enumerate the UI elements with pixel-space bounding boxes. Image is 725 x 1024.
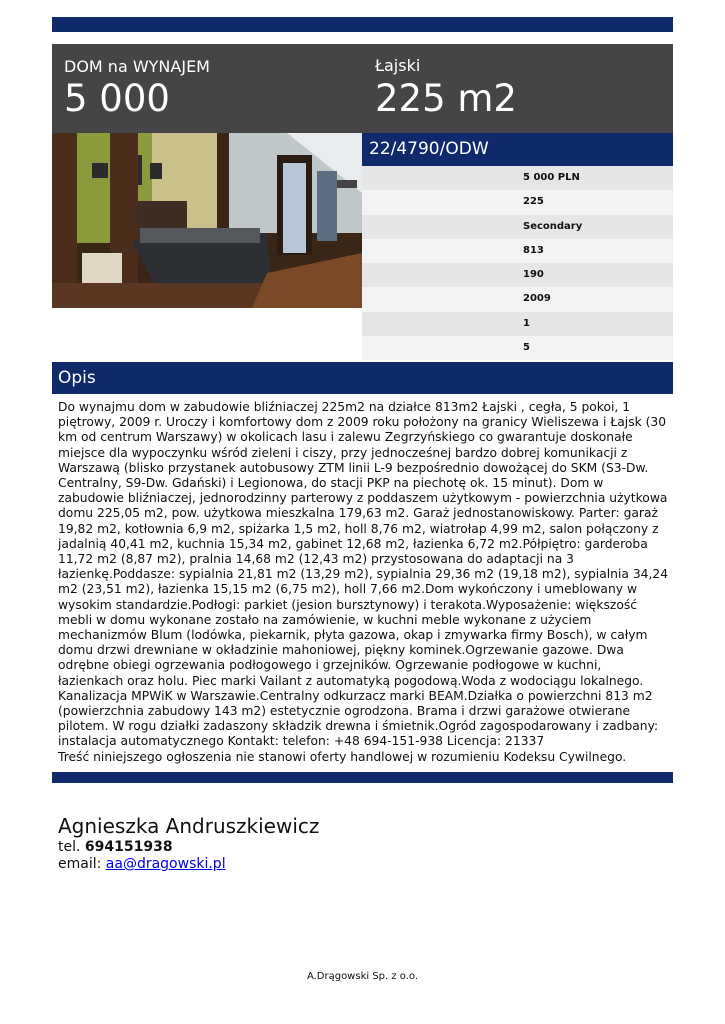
detail-row: 5 000 PLN bbox=[362, 166, 673, 190]
agent-email bbox=[58, 856, 319, 873]
detail-row: 5 bbox=[362, 336, 673, 360]
footer-company: A.Drągowski Sp. z o.o. bbox=[306, 971, 419, 982]
listing-type: DOM na WYNAJEM bbox=[64, 57, 210, 76]
email-link[interactable]: aa@dragowski.pl bbox=[105, 856, 226, 872]
agent-contact bbox=[58, 814, 319, 873]
bottom-accent-bar bbox=[52, 772, 673, 783]
detail-row: 2009 bbox=[362, 287, 673, 311]
listing-price: 5 000 bbox=[64, 77, 170, 120]
listing-city: Łajski bbox=[375, 56, 421, 75]
detail-row: 190 bbox=[362, 263, 673, 287]
property-photo bbox=[52, 133, 362, 308]
listing-header bbox=[52, 44, 673, 133]
agent-name: Agnieszka Andruszkiewicz bbox=[58, 814, 320, 838]
description-text bbox=[58, 400, 670, 765]
disclaimer: Treść niniejszego ogłoszenia nie stanowi oferty handlowej w rozumieniu Kodeksu Cywilnego. bbox=[58, 749, 627, 764]
phone-number: 694151938 bbox=[84, 839, 173, 855]
listing-area: 225 m2 bbox=[375, 77, 517, 120]
phone-label: tel. bbox=[58, 839, 81, 855]
detail-row: 813 bbox=[362, 239, 673, 263]
reference-number: 22/4790/ODW bbox=[362, 133, 673, 166]
top-accent-bar bbox=[52, 17, 673, 32]
detail-row: 225 bbox=[362, 190, 673, 214]
detail-row: Secondary bbox=[362, 215, 673, 239]
agent-phone bbox=[58, 839, 319, 856]
email-label: email: bbox=[58, 856, 102, 872]
description-heading: Opis bbox=[52, 362, 673, 394]
details-table bbox=[362, 166, 673, 360]
description-body: Do wynajmu dom w zabudowie bliźniaczej 225m2 na działce 813m2 Łajski , cegła, 5 pokoi, 1 piętrowy, 2009 r. Uroczy i komfortowy dom z 2009 roku położony na granicy Wieliszewa i Łajsk (30 km od centrum Warszawy) w okolicach lasu i zalewu Zegrzyńskiego co gwarantuje doskonałe miejsce dla wypoczynku wśród zieleni i ciszy, przy jednocześnej bardzo dobrej komunikacji z Warszawą (blisko przystanek autobusowy ZTM linii L-9 bezpośrednio dowożącej do SKM (S3-Dw. Centralny, S9-Dw. Gdański) i Legionowa, do stacji PKP na piechotę ok. 15 minut). Dom w zabudowie bliźniaczej, jednorodzinny parterowy z poddaszem użytkowym - powierzchnia użytkowa domu 225,05 m2, pow. użytkowa mieszkalna 179,63 m2. Garaż jednostanowiskowy. Parter: garaż 19,82 m2, kotłownia 6,9 m2, spiżarka 1,5 m2, holl 8,76 m2, wiatrołap 4,99 m2, salon połączony z jadalnią 40,41 m2, kuchnia 15,34 m2, gabinet 12,68 m2, łazienka 6,72 m2.Półpiętro: garderoba 11,72 m2 (8,87 m2), pralnia 14,68 m2 (12,43 m2) przystosowana do adaptacji na 3 łazienkę.Poddasze: sypialnia 21,81 m2 (13,29 m2), sypialnia 29,36 m2 (19,18 m2), sypialnia 34,24 m2 (23,51 m2), łazienka 15,15 m2 (6,75 m2), holl 7,66 m2.Dom wykończony i umeblowany w wysokim standardzie.Podłogi: parkiet (jesion bursztynowy) i terakota.Wyposażenie: większość mebli w domu wykonane zostało na zamówienie, w kuchni meble wykonane z użyciem mechanizmów Blum (lodówka, piekarnik, płyta gazowa, okap i zmywarka firmy Bosch), w całym domu drzwi drewniane w okładzinie mahoniowej, piękny kominek.Ogrzewanie gazowe. Dwa odrębne obiegi ogrzewania podłogowego i grzejników. Ogrzewanie podłogowe w kuchni, łazienkach oraz holu. Piec marki Vailant z automatyką pogodową.Woda z wodociągu lokalnego. Kanalizacja MPWiK w Warszawie.Centralny odkurzacz marki BEAM.Działka o powierzchni 813 m2 (powierzchnia zabudowy 143 m2) estetycznie ogrodzona. Brama i drzwi garażowe otwierane pilotem. W rogu działki zadaszony składzik drewna i śmietnik.Ogród zagospodarowany i zadbany: instalacja automatycznego Kontakt: telefon: +48 694-151-938 Licencja: 21337 bbox=[58, 400, 669, 749]
detail-row: 1 bbox=[362, 312, 673, 336]
